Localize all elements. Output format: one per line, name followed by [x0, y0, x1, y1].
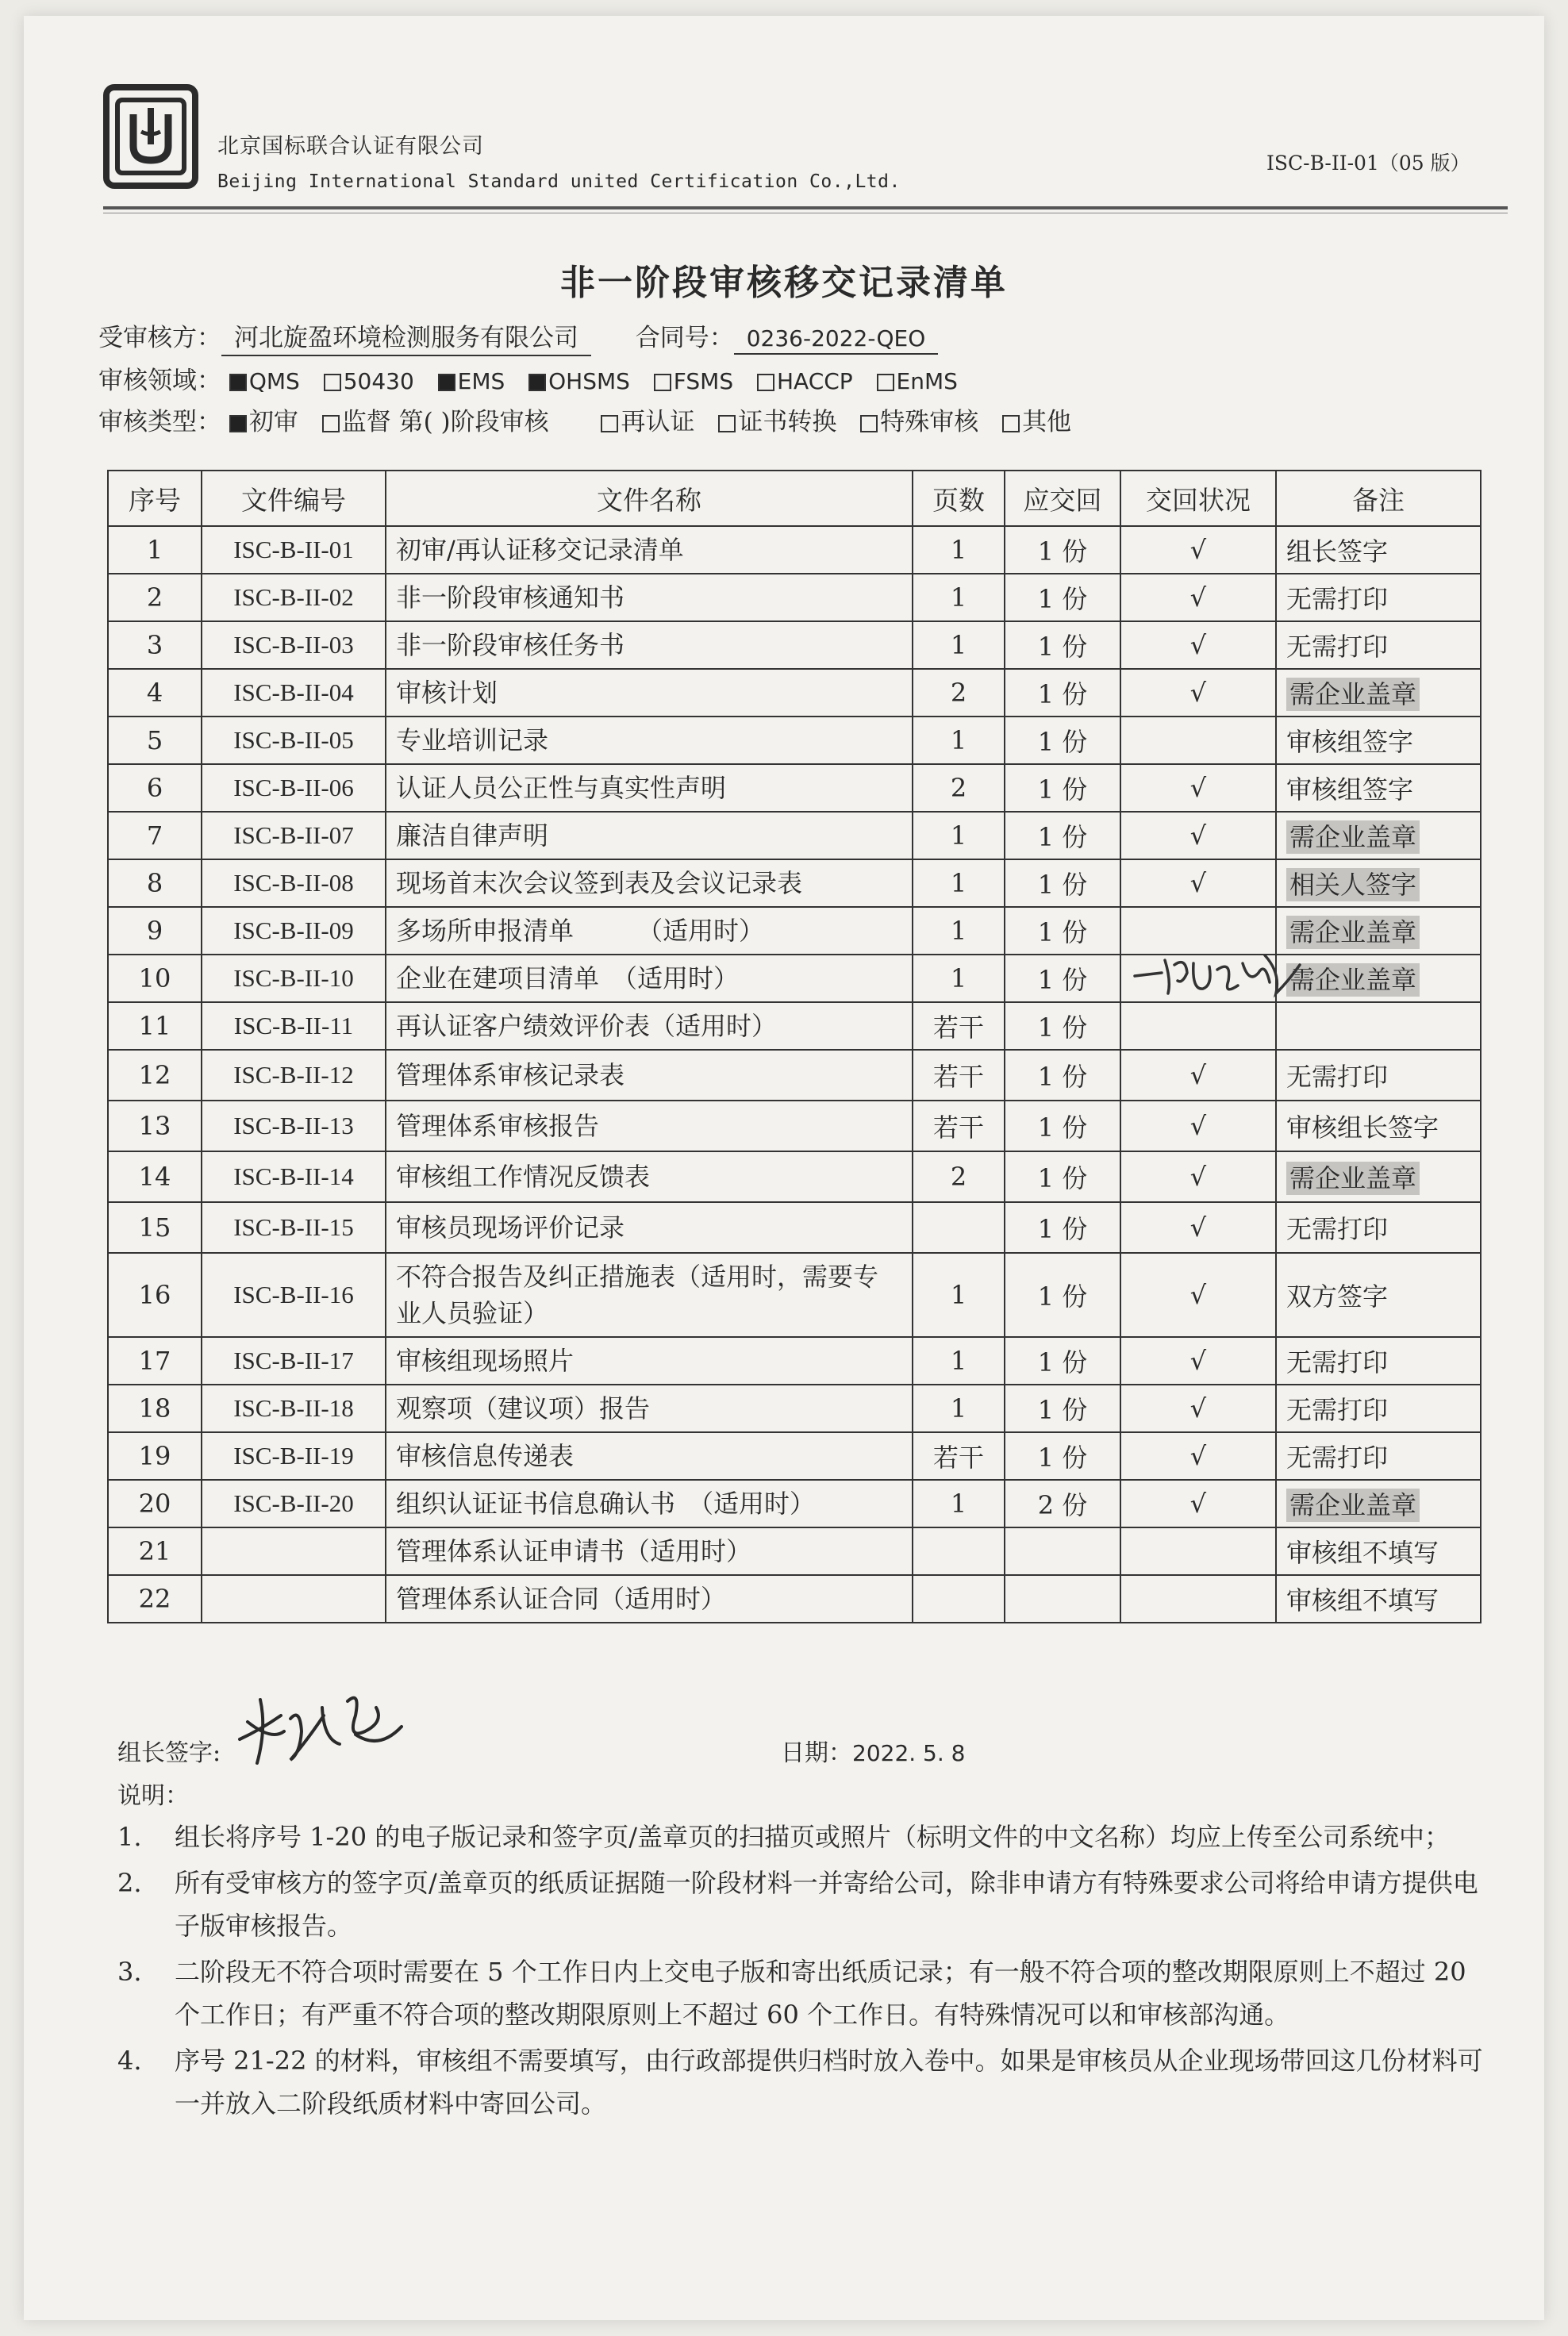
- highlighted-remark: 需企业盖章: [1286, 1162, 1420, 1195]
- row-due-cell: 1 份: [1005, 1385, 1120, 1432]
- row-name-cell: 管理体系认证合同（适用时）: [386, 1575, 913, 1623]
- row-remark-cell: 无需打印: [1276, 1050, 1481, 1101]
- notes-list: [117, 1815, 1498, 2128]
- row-pages-cell: 1: [913, 717, 1005, 764]
- row-code-cell: ISC-B-II-05: [202, 717, 386, 764]
- table-row: [108, 1002, 1481, 1050]
- highlighted-remark: 相关人签字: [1286, 868, 1420, 901]
- field-qms-checkbox[interactable]: [229, 374, 247, 391]
- row-no-cell: 15: [108, 1202, 202, 1253]
- row-status-cell: [1120, 1575, 1276, 1623]
- contract-value: 0236-2022-QEO: [734, 325, 939, 355]
- type-option-special[interactable]: 特殊审核: [860, 408, 978, 436]
- row-status-cell: √: [1120, 1337, 1276, 1385]
- row-status-cell: √: [1120, 1385, 1276, 1432]
- audit-field-line: [98, 360, 974, 396]
- row-name-cell: 审核信息传递表: [386, 1432, 913, 1480]
- row-name-cell: 非一阶段审核通知书: [386, 574, 913, 621]
- row-status-cell: √: [1120, 764, 1276, 812]
- type-option-other[interactable]: 其他: [1002, 408, 1071, 436]
- row-code-cell: ISC-B-II-14: [202, 1151, 386, 1202]
- field-fsms-checkbox[interactable]: [654, 374, 671, 391]
- type-option-recert[interactable]: 再认证: [601, 408, 694, 436]
- row-due-cell: 1 份: [1005, 764, 1120, 812]
- row-code-cell: ISC-B-II-17: [202, 1337, 386, 1385]
- row-status-cell: [1120, 907, 1276, 955]
- type-initial-checkbox[interactable]: [229, 415, 247, 432]
- table-row: [108, 1575, 1481, 1623]
- row-pages-cell: 1: [913, 621, 1005, 669]
- row-remark-cell: 审核组签字: [1276, 764, 1481, 812]
- row-name-cell: 管理体系审核记录表: [386, 1050, 913, 1101]
- row-name-cell: 审核组工作情况反馈表: [386, 1151, 913, 1202]
- transfer-record-table-wrap: [107, 470, 1480, 1623]
- row-status-cell: [1120, 1527, 1276, 1575]
- type-option-transfer[interactable]: 证书转换: [718, 408, 836, 436]
- row-pages-cell: 2: [913, 669, 1005, 717]
- row-name-cell: 初审/再认证移交记录清单: [386, 526, 913, 574]
- row-status-cell: [1120, 1002, 1276, 1050]
- col-header-pages: 页数: [913, 471, 1005, 526]
- row-code-cell: ISC-B-II-18: [202, 1385, 386, 1432]
- row-due-cell: 1 份: [1005, 526, 1120, 574]
- handwritten-scribble-icon: [1130, 949, 1305, 1005]
- row-name-cell: 现场首末次会议签到表及会议记录表: [386, 859, 913, 907]
- table-row: [108, 859, 1481, 907]
- row-due-cell: 1 份: [1005, 574, 1120, 621]
- row-status-cell: √: [1120, 859, 1276, 907]
- row-code-cell: ISC-B-II-15: [202, 1202, 386, 1253]
- table-row: [108, 621, 1481, 669]
- note-item: 2. 所有受审核方的签字页/盖章页的纸质证据随一阶段材料一并寄给公司，除非申请方有特殊要求公司将给申请方提供电子版审核报告。: [117, 1868, 1478, 1941]
- row-no-cell: 6: [108, 764, 202, 812]
- row-due-cell: 1 份: [1005, 1253, 1120, 1337]
- row-pages-cell: 1: [913, 1385, 1005, 1432]
- row-name-cell: 廉洁自律声明: [386, 812, 913, 859]
- row-status-cell: √: [1120, 1480, 1276, 1527]
- col-header-status: 交回状况: [1120, 471, 1276, 526]
- row-status-cell: √: [1120, 1432, 1276, 1480]
- row-due-cell: 1 份: [1005, 1050, 1120, 1101]
- table-row: [108, 574, 1481, 621]
- company-name-cn: 北京国标联合认证有限公司: [217, 134, 484, 159]
- auditee-label: 受审核方：: [98, 324, 221, 352]
- row-name-cell: 观察项（建议项）报告: [386, 1385, 913, 1432]
- row-no-cell: 22: [108, 1575, 202, 1623]
- row-no-cell: 8: [108, 859, 202, 907]
- row-due-cell: 1 份: [1005, 812, 1120, 859]
- table-row: [108, 1385, 1481, 1432]
- leader-signature-icon: [229, 1684, 411, 1771]
- col-header-no: 序号: [108, 471, 202, 526]
- table-row: [108, 812, 1481, 859]
- highlighted-remark: 需企业盖章: [1286, 820, 1420, 854]
- row-code-cell: ISC-B-II-11: [202, 1002, 386, 1050]
- row-code-cell: ISC-B-II-07: [202, 812, 386, 859]
- row-no-cell: 21: [108, 1527, 202, 1575]
- row-code-cell: [202, 1575, 386, 1623]
- table-row: [108, 907, 1481, 955]
- row-pages-cell: 2: [913, 764, 1005, 812]
- table-row: [108, 1151, 1481, 1202]
- row-due-cell: 1 份: [1005, 1337, 1120, 1385]
- row-pages-cell: [913, 1575, 1005, 1623]
- table-row: [108, 1253, 1481, 1337]
- row-due-cell: 1 份: [1005, 669, 1120, 717]
- row-status-cell: √: [1120, 1101, 1276, 1151]
- row-pages-cell: 若干: [913, 1101, 1005, 1151]
- row-pages-cell: 1: [913, 526, 1005, 574]
- audit-type-line: [98, 402, 1087, 437]
- row-name-cell: 企业在建项目清单 （适用时）: [386, 955, 913, 1002]
- document-sheet: [24, 16, 1544, 2320]
- row-pages-cell: 1: [913, 1337, 1005, 1385]
- row-remark-cell: 双方签字: [1276, 1253, 1481, 1337]
- row-status-cell: √: [1120, 1151, 1276, 1202]
- date-line: [781, 1733, 966, 1768]
- row-remark-cell: [1276, 859, 1481, 907]
- row-code-cell: ISC-B-II-08: [202, 859, 386, 907]
- row-due-cell: [1005, 1575, 1120, 1623]
- company-name-en: Beijing International Standard united Certification Co.,Ltd.: [217, 171, 901, 192]
- row-pages-cell: [913, 1202, 1005, 1253]
- row-pages-cell: 2: [913, 1151, 1005, 1202]
- row-remark-cell: 组长签字: [1276, 526, 1481, 574]
- row-no-cell: 18: [108, 1385, 202, 1432]
- table-header-row: [108, 471, 1481, 526]
- row-name-cell: 不符合报告及纠正措施表（适用时，需要专业人员验证）: [386, 1253, 913, 1337]
- row-name-cell: 组织认证证书信息确认书 （适用时）: [386, 1480, 913, 1527]
- row-code-cell: ISC-B-II-02: [202, 574, 386, 621]
- row-remark-cell: 无需打印: [1276, 1385, 1481, 1432]
- row-pages-cell: [913, 1527, 1005, 1575]
- row-name-cell: 审核组现场照片: [386, 1337, 913, 1385]
- row-remark-cell: 审核组签字: [1276, 717, 1481, 764]
- row-name-cell: 多场所申报清单 （适用时）: [386, 907, 913, 955]
- row-remark-cell: 无需打印: [1276, 1432, 1481, 1480]
- row-due-cell: 1 份: [1005, 1202, 1120, 1253]
- row-pages-cell: 1: [913, 1253, 1005, 1337]
- note-item: 3. 二阶段无不符合项时需要在 5 个工作日内上交电子版和寄出纸质记录；有一般不符合项的整改期限原则上不超过 20 个工作日；有严重不符合项的整改期限原则上不超过 60 个工作日。有特殊情况可以和审核部沟通。: [117, 1957, 1466, 2030]
- row-remark-cell: [1276, 812, 1481, 859]
- table-row: [108, 1101, 1481, 1151]
- type-option-initial[interactable]: 初审: [229, 408, 298, 436]
- row-remark-cell: 审核组不填写: [1276, 1575, 1481, 1623]
- row-due-cell: 1 份: [1005, 955, 1120, 1002]
- row-name-cell: 管理体系认证申请书（适用时）: [386, 1527, 913, 1575]
- col-header-code: 文件编号: [202, 471, 386, 526]
- row-name-cell: 管理体系审核报告: [386, 1101, 913, 1151]
- row-status-cell: √: [1120, 669, 1276, 717]
- row-due-cell: 1 份: [1005, 1151, 1120, 1202]
- row-pages-cell: 若干: [913, 1002, 1005, 1050]
- row-status-cell: √: [1120, 1050, 1276, 1101]
- row-name-cell: 审核员现场评价记录: [386, 1202, 913, 1253]
- leader-signature-label: 组长签字:: [117, 1739, 221, 1767]
- transfer-record-table: [107, 470, 1482, 1623]
- row-name-cell: 认证人员公正性与真实性声明: [386, 764, 913, 812]
- row-no-cell: 11: [108, 1002, 202, 1050]
- row-code-cell: ISC-B-II-20: [202, 1480, 386, 1527]
- col-header-remark: 备注: [1276, 471, 1481, 526]
- row-code-cell: ISC-B-II-03: [202, 621, 386, 669]
- row-pages-cell: 1: [913, 1480, 1005, 1527]
- note-item: 4. 序号 21-22 的材料，审核组不需要填写，由行政部提供归档时放入卷中。如果是审核员从企业现场带回这几份材料可一并放入二阶段纸质材料中寄回公司。: [117, 2046, 1483, 2119]
- row-code-cell: ISC-B-II-06: [202, 764, 386, 812]
- row-code-cell: ISC-B-II-09: [202, 907, 386, 955]
- row-status-cell: [1120, 717, 1276, 764]
- table-row: [108, 1050, 1481, 1101]
- row-code-cell: [202, 1527, 386, 1575]
- field-option-ems[interactable]: EMS: [438, 368, 505, 394]
- table-row: [108, 717, 1481, 764]
- auditee-value: 河北旋盈环境检测服务有限公司: [221, 317, 591, 356]
- row-pages-cell: 若干: [913, 1050, 1005, 1101]
- table-row: [108, 1527, 1481, 1575]
- row-name-cell: 审核计划: [386, 669, 913, 717]
- row-no-cell: 13: [108, 1101, 202, 1151]
- date-value: 2022. 5. 8: [852, 1740, 966, 1766]
- row-no-cell: 2: [108, 574, 202, 621]
- field-option-qms[interactable]: QMS: [229, 368, 300, 394]
- row-no-cell: 20: [108, 1480, 202, 1527]
- highlighted-remark: 需企业盖章: [1286, 678, 1420, 711]
- row-name-cell: 专业培训记录: [386, 717, 913, 764]
- table-row: [108, 526, 1481, 574]
- audit-field-label: 审核领域：: [98, 367, 221, 395]
- col-header-name: 文件名称: [386, 471, 913, 526]
- row-pages-cell: 1: [913, 955, 1005, 1002]
- contract-label: 合同号：: [635, 324, 734, 352]
- field-ems-checkbox[interactable]: [438, 374, 455, 391]
- row-remark-cell: [1276, 907, 1481, 955]
- row-no-cell: 3: [108, 621, 202, 669]
- row-remark-cell: [1276, 1002, 1481, 1050]
- row-no-cell: 9: [108, 907, 202, 955]
- notes-title: 说明：: [117, 1782, 189, 1810]
- row-due-cell: 1 份: [1005, 717, 1120, 764]
- row-no-cell: 1: [108, 526, 202, 574]
- row-code-cell: ISC-B-II-01: [202, 526, 386, 574]
- field-haccp-checkbox[interactable]: [757, 374, 774, 391]
- row-status-cell: √: [1120, 621, 1276, 669]
- row-code-cell: ISC-B-II-10: [202, 955, 386, 1002]
- field-50430-checkbox[interactable]: [324, 374, 341, 391]
- note-item: 1. 组长将序号 1-20 的电子版记录和签字页/盖章页的扫描页或照片（标明文件的中文名称）均应上传至公司系统中；: [117, 1822, 1451, 1852]
- row-code-cell: ISC-B-II-12: [202, 1050, 386, 1101]
- highlighted-remark: 需企业盖章: [1286, 1489, 1420, 1522]
- field-ohsms-checkbox[interactable]: [528, 374, 546, 391]
- row-remark-cell: [1276, 955, 1481, 1002]
- row-remark-cell: 无需打印: [1276, 574, 1481, 621]
- row-code-cell: ISC-B-II-13: [202, 1101, 386, 1151]
- row-due-cell: 1 份: [1005, 1432, 1120, 1480]
- field-option-fsms[interactable]: FSMS: [654, 368, 733, 394]
- type-other-checkbox[interactable]: [1002, 415, 1020, 432]
- row-due-cell: 1 份: [1005, 621, 1120, 669]
- row-remark-cell: 无需打印: [1276, 1337, 1481, 1385]
- row-due-cell: 2 份: [1005, 1480, 1120, 1527]
- row-due-cell: 1 份: [1005, 907, 1120, 955]
- row-no-cell: 10: [108, 955, 202, 1002]
- row-no-cell: 7: [108, 812, 202, 859]
- row-remark-cell: [1276, 1151, 1481, 1202]
- row-no-cell: 12: [108, 1050, 202, 1101]
- field-option-ohsms[interactable]: OHSMS: [528, 368, 630, 394]
- row-remark-cell: 审核组长签字: [1276, 1101, 1481, 1151]
- row-pages-cell: 1: [913, 574, 1005, 621]
- row-no-cell: 4: [108, 669, 202, 717]
- table-row: [108, 669, 1481, 717]
- header-divider: [103, 206, 1508, 209]
- row-remark-cell: [1276, 669, 1481, 717]
- row-no-cell: 17: [108, 1337, 202, 1385]
- row-pages-cell: 若干: [913, 1432, 1005, 1480]
- row-due-cell: 1 份: [1005, 1002, 1120, 1050]
- row-code-cell: ISC-B-II-16: [202, 1253, 386, 1337]
- row-due-cell: [1005, 1527, 1120, 1575]
- type-recert-checkbox[interactable]: [601, 415, 618, 432]
- row-code-cell: ISC-B-II-04: [202, 669, 386, 717]
- document-title: 非一阶段审核移交记录清单: [560, 263, 1008, 303]
- highlighted-remark: 需企业盖章: [1286, 963, 1420, 997]
- field-option-enms[interactable]: EnMS: [877, 368, 958, 394]
- row-pages-cell: 1: [913, 812, 1005, 859]
- type-special-checkbox[interactable]: [860, 415, 878, 432]
- row-no-cell: 5: [108, 717, 202, 764]
- form-code: ISC-B-II-01（05 版）: [1266, 152, 1470, 175]
- row-due-cell: 1 份: [1005, 1101, 1120, 1151]
- field-enms-checkbox[interactable]: [877, 374, 894, 391]
- audit-type-label: 审核类型：: [98, 408, 221, 436]
- type-surveillance-checkbox[interactable]: [322, 415, 340, 432]
- row-remark-cell: 审核组不填写: [1276, 1527, 1481, 1575]
- row-due-cell: 1 份: [1005, 859, 1120, 907]
- row-pages-cell: 1: [913, 859, 1005, 907]
- highlighted-remark: 需企业盖章: [1286, 916, 1420, 949]
- row-no-cell: 14: [108, 1151, 202, 1202]
- col-header-due: 应交回: [1005, 471, 1120, 526]
- row-name-cell: 非一阶段审核任务书: [386, 621, 913, 669]
- row-status-cell: √: [1120, 1253, 1276, 1337]
- table-row: [108, 764, 1481, 812]
- row-status-cell: √: [1120, 812, 1276, 859]
- row-remark-cell: 无需打印: [1276, 1202, 1481, 1253]
- row-status-cell: √: [1120, 574, 1276, 621]
- table-row: [108, 1480, 1481, 1527]
- field-option-50430[interactable]: 50430: [324, 368, 414, 394]
- row-code-cell: ISC-B-II-19: [202, 1432, 386, 1480]
- auditee-line: [98, 317, 938, 356]
- type-transfer-checkbox[interactable]: [718, 415, 736, 432]
- row-no-cell: 16: [108, 1253, 202, 1337]
- table-row: [108, 1202, 1481, 1253]
- row-status-cell: √: [1120, 1202, 1276, 1253]
- row-no-cell: 19: [108, 1432, 202, 1480]
- row-name-cell: 再认证客户绩效评价表（适用时）: [386, 1002, 913, 1050]
- table-row: [108, 1337, 1481, 1385]
- row-remark-cell: 无需打印: [1276, 621, 1481, 669]
- company-logo-icon: [103, 84, 198, 189]
- row-remark-cell: [1276, 1480, 1481, 1527]
- row-status-cell: √: [1120, 526, 1276, 574]
- type-option-surveillance[interactable]: 监督 第( )阶段审核: [322, 408, 549, 436]
- date-label: 日期：: [781, 1739, 852, 1767]
- row-pages-cell: 1: [913, 907, 1005, 955]
- table-row: [108, 1432, 1481, 1480]
- field-option-haccp[interactable]: HACCP: [757, 368, 853, 394]
